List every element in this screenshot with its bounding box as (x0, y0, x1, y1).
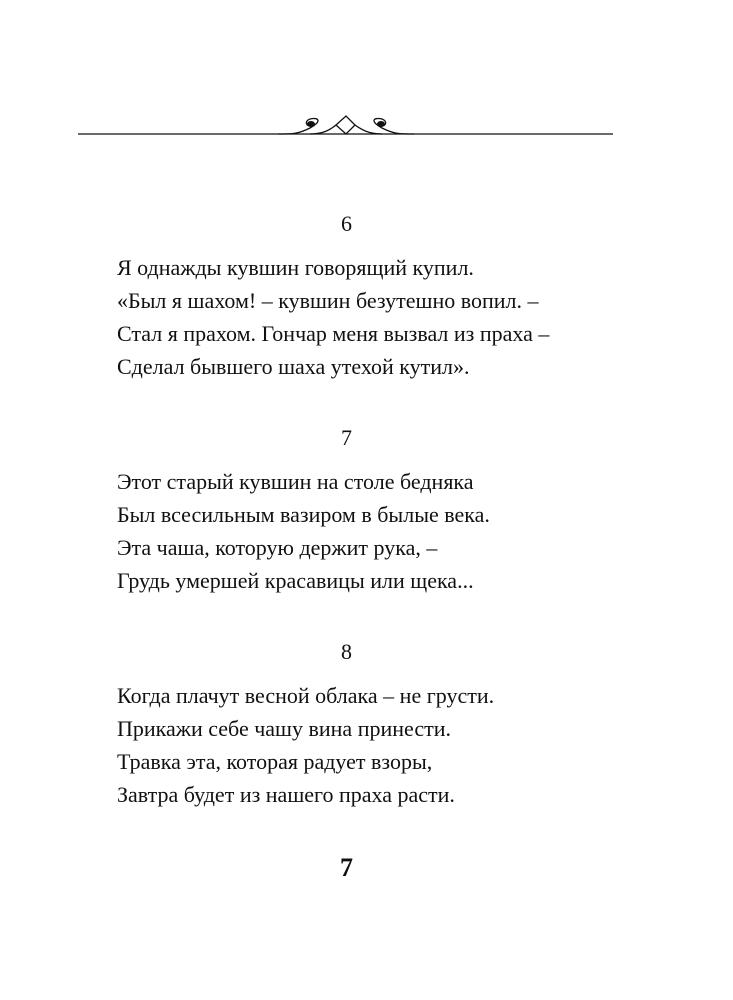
verse-line: «Был я шахом! – кувшин безутешно вопил. – (117, 288, 539, 313)
stanza-number: 6 (341, 211, 352, 236)
stanza (117, 251, 549, 383)
verse-line: Грудь умершей красавицы или щека... (117, 568, 474, 593)
verse-line: Был всесильным вазиром в былые века. (117, 502, 490, 527)
stanza-number: 8 (341, 639, 352, 664)
verse-line: Когда плачут весной облака – не грусти. (117, 683, 495, 708)
verse-line: Стал я прахом. Гончар меня вызвал из праха – (117, 321, 550, 346)
stanza-number: 7 (341, 425, 352, 450)
flourish-icon (78, 113, 613, 153)
verse-line: Эта чаша, которую держит рука, – (117, 535, 438, 560)
verse-line: Травка эта, которая радует взоры, (117, 749, 433, 774)
page-number: 7 (340, 853, 353, 882)
verse-line: Этот старый кувшин на столе бедняка (117, 469, 474, 494)
verse-line: Завтра будет из нашего праха расти. (117, 782, 455, 807)
verse-line: Сделал бывшего шаха утехой кутил». (117, 354, 470, 379)
verse-line: Я однажды кувшин говорящий купил. (117, 255, 474, 280)
stanza (117, 679, 494, 811)
verse-line: Прикажи себе чашу вина принести. (117, 716, 451, 741)
stanza (117, 465, 490, 597)
